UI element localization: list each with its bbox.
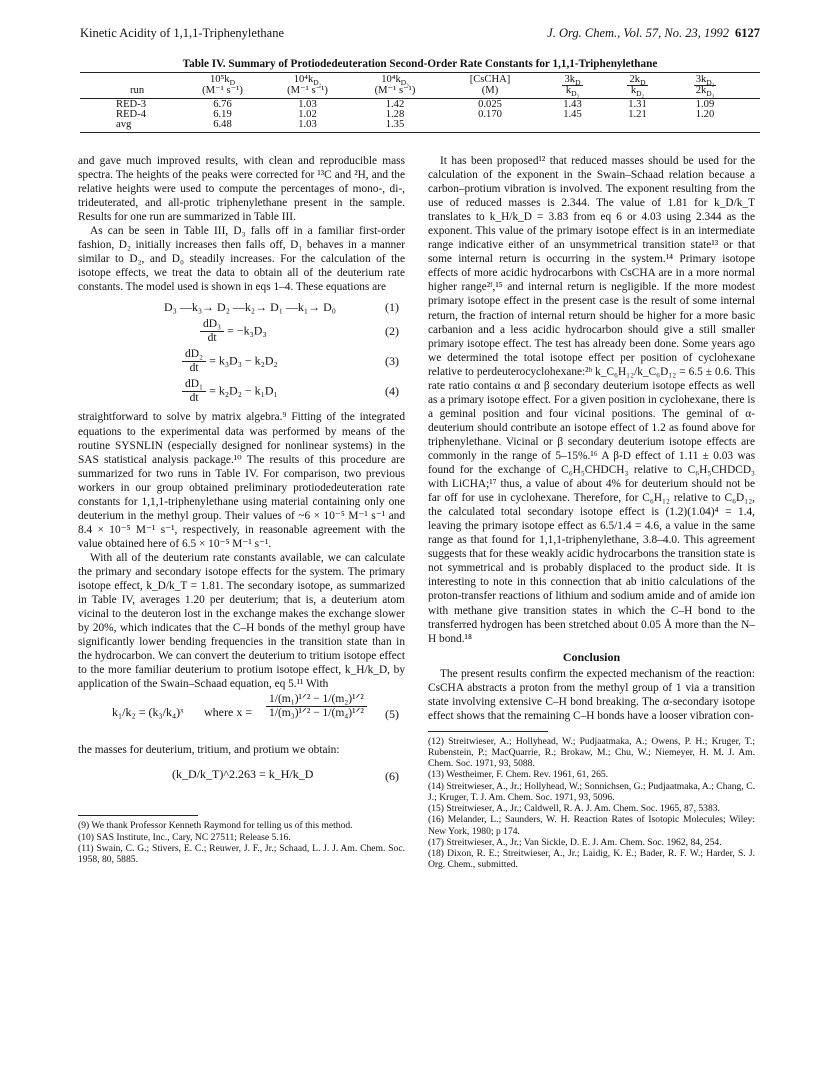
table-cell: 0.025: [478, 99, 502, 110]
table-cell: 6.19: [213, 109, 232, 120]
footnote: (11) Swain, C. G.; Stivers, E. C.; Reuwer, J. F., Jr.; Schaad, L. J. J. Am. Chem. Soc. 1958, 80, 5885.: [78, 842, 405, 866]
col-head-run: run: [130, 85, 145, 96]
footnote-rule: [428, 731, 548, 732]
table-cell: [670, 120, 740, 130]
paragraph: It has been proposed¹² that reduced masses should be used for the calculation of the exponent in the Swain–Schaad relation because a carbon–protium vibration is involved. The exponent resulting from the use of reduced masses is 2.344. The value of 1.81 for k_D/k_T translates to k_H/k_D = 3.83 from eq 6 or 4.03 using 2.344 as the exponent. This value of the primary isotope effect is in an intermediate range indicative either of an unsymmetrical transition state¹³ or that some internal return is occurring in the system.¹⁴ Primary isotope effects of more acidic hydrocarbons with CsCHA are in a more normal higher range²ᶠ,¹⁵ and internal return is negligible. If the more modest primary isotope effect in the present case is the result of some internal return, the fraction of internal return should be higher for a more basic carbanion and a less acidic hydrocarbon should give a still smaller primary isotope effect. The test has already been done. Some years ago we determined the total isotope effect per position of cyclohexane relative to perdeuterocyclohexane:²ᵇ k_C₆H₁₂/k_C₆D₁₂ = 6.5 ± 0.6. This rate ratio contains α and β secondary deuterium isotope effects as well as a primary isotope effect. For a given position in cyclohexane, there is a geminal position and four vicinal positions. The geminal of α-deuterium should contribute an isotope effect of 1.2 as found above for triphenylethane. Vicinal or β secondary deuterium isotope effects are commonly in the range of 5–15%.¹⁶ A β-D effect of 1.11 ± 0.03 was found for the exchange of C₆H₅CHDCH₃ relative to C₆H₅CHDCD₃ with LiCHA;¹⁷ thus, a value of about 4% for deuterium should not be far off for use in cyclohexane. Therefore, for C₆H₁₂ relative to C₆D₁₂, the calculated total secondary isotope effect is (1.2)(1.04)⁴ = 1.4, leaving the primary isotope effect as 6.5/1.4 = 4.6, a value in the same range as that found for 1,1,1-triphenylethane, 3.8–4.0. This agreement suggests that for these weakly acidic hydrocarbons the transition state is not symmetrical and is probably displaced to the product side. It is interesting to note in this connection that ab initio calculations of the proton-transfer reactions of lithium and sodium amide and of amide ion with methane give transition states in which the C–H bond to the transferred hydrogen has been stretched about 0.05 Å more than the N–H bond.¹⁸: [428, 155, 755, 645]
table-cell: 1.03: [298, 99, 317, 110]
col-den-7: $2k_{D_3}$: [695, 85, 715, 99]
table-cell: 1.35: [385, 119, 405, 130]
running-header: [80, 26, 760, 44]
footnote-rule: [78, 815, 198, 816]
footnote: (13) Westheimer, F. Chem. Rev. 1961, 61, 265.: [428, 769, 609, 781]
equation-1: D₃ —k₃→ D₂ —k₂→ D₁ —k₁→ D₀ (1): [164, 300, 399, 315]
footnote: (14) Streitwieser, A., Jr.; Hollyhead, W.; Sonnichsen, G.; Pudjaatmaka, A.; Chang, C. J.; Kruger, T. J. Am. Chem. Soc. 1971, 93, 5096.: [428, 780, 755, 803]
table-cell: 1.43: [563, 99, 582, 110]
equation-6: (k_D/k_T)^2.263 = k_H/k_D (6): [172, 767, 399, 784]
table-cell: [605, 120, 670, 130]
table-cell: 1.42: [385, 99, 405, 110]
equation-5: k₁/k₂ = (k₃/k₄)ˣ where x = 1/(m₁)¹ᐟ² − 1/(m₂)¹ᐟ² 1/(m₃)¹ᐟ² − 1/(m₄)¹ᐟ² (5): [112, 693, 399, 722]
paragraph: and gave much improved results, with clean and reproducible mass spectra. The heights of the peaks were corrected for ¹³C and ²H, and the relative heights were used to compute the percentages of mono-, di-, trideuterated, and all-protic triphenylethane present in the sample. Results for one run are summarized in Table III.: [78, 155, 405, 224]
col-head-6: $2k_D$: [629, 74, 646, 88]
table-cell: 1.02: [298, 109, 317, 120]
paragraph: straightforward to solve by matrix algebra.⁹ Fitting of the integrated equations to the experimental data was performed by means of the routine SYSNLIN (especially designed for nonlinear systems) in the SAS statistical analysis package.¹⁰ The results of this procedure are summarized for two runs in Table IV. For comparison, two previous workers in our group obtained preliminary protiodedeuteration rate constants for 1,1,1-triphenylethane using material containing only one deuterium in the methyl group. Their values of ~6 × 10⁻⁵ M⁻¹ s⁻¹ and 8.4 × 10⁻⁵ M⁻¹ s⁻¹, respectively, in reasonable agreement with the value obtained here of 6.5 × 10⁻⁵ M⁻¹ s⁻¹.: [78, 411, 405, 550]
journal-citation: [547, 26, 760, 41]
right-column: [428, 154, 755, 870]
table-cell: 1.09: [695, 99, 715, 110]
footnote: (15) Streitwieser, A., Jr.; Caldwell, R. A. J. Am. Chem. Soc. 1965, 87, 5383.: [428, 803, 720, 815]
table-cell: 0.170: [478, 109, 502, 120]
table-header: [80, 74, 760, 99]
table-cell: [440, 120, 540, 130]
footnotes-right: [428, 736, 755, 870]
table-cell: 1.45: [563, 109, 582, 120]
footnote: (9) We thank Professor Kenneth Raymond for telling us of this method.: [78, 820, 353, 832]
col-den-5: $k_{D_3}$: [565, 85, 580, 99]
col-head-2: $10^4k_{D_2}$: [293, 74, 322, 88]
rate-constants-table: [80, 72, 760, 133]
journal-name: J. Org. Chem., Vol. 57, No. 23, 1992: [547, 26, 729, 40]
table-title: Table IV. Summary of Protiodedeuteration Second-Order Rate Constants for 1,1,1-Triphenylethane: [182, 58, 658, 70]
table-top-rule: [80, 72, 760, 73]
footnote: (16) Melander, L.; Saunders, W. H. Reaction Rates of Isotopic Molecules; Wiley: New York, 1980; p 174.: [428, 814, 755, 837]
table-bottom-rule: [80, 132, 760, 133]
col-head-1: $10^5k_D$: [209, 74, 235, 88]
table-body: [80, 100, 760, 130]
footnote: (17) Streitwieser, A., Jr.; Van Sickle, D. E. J. Am. Chem. Soc. 1962, 84, 254.: [428, 836, 722, 848]
table-cell: 1.20: [695, 109, 715, 120]
col-head-4: [CsCHA]: [469, 74, 511, 85]
paragraph: As can be seen in Table III, D₃ falls off in a familiar first-order fashion, D₂ initially increases then falls off, D₁ behaves in a manner similar to D₂, and D₀ steadily increases. For the calculation of the isotope effects, we treat the data to obtain all of the deuterium rate constants. The model used is shown in eqs 1–4. These equations are: [78, 225, 405, 294]
paragraph: With all of the deuterium rate constants available, we can calculate the primary and secondary isotope effects for the system. The primary isotope effect, k_D/k_T = 1.81. The secondary isotope, as summarized in Table IV, averages 1.20 per deuterium; that is, a deuterium atom vicinal to the deuteron lost in the exchange makes the exchange slower by 20%, which indicates that the C–H bonds of the methyl group have significantly lower bending frequencies in the transition state than in the hydrocarbon. We can convert the deuterium to tritium isotope effect to the more familiar deuterium to protium isotope effect, k_H/k_D, by application of the Swain–Schaad equation, eq 5.¹¹ With: [78, 551, 405, 691]
col-den-6: $k_{D_2}$: [630, 85, 645, 99]
col-unit-1: (M⁻¹ s⁻¹): [202, 85, 243, 96]
table-cell: 1.31: [628, 99, 647, 110]
left-column: [78, 154, 405, 865]
table-header-rule: [80, 98, 760, 99]
col-unit-4: (M): [481, 85, 499, 96]
footnote: (12) Streitwieser, A.; Hollyhead, W.; Pudjaatmaka, A.; Owens, P. H.; Kruger, T.; Rubenstein, P.; MacQuarrie, R.; Brokaw, M.; Chu, W.; Niemeyer, H. M. J. Am. Chem. Soc. 1971, 93, 5088.: [428, 735, 755, 770]
paragraph: the masses for deuterium, tritium, and protium we obtain:: [78, 744, 340, 757]
paragraph: The present results confirm the expected mechanism of the reaction: CsCHA abstracts a proton from the methyl group of 1 via a transition state involving extensive C–H bond breaking. The α-secondary isotope effect shows that the remaining C–H bonds have a looser vibration con-: [428, 667, 755, 722]
col-head-3: $10^4k_{D_3}$: [381, 74, 409, 88]
table-cell: 1.28: [385, 109, 405, 120]
table-cell: 6.76: [213, 99, 232, 110]
footnotes-left: [78, 820, 405, 865]
table-cell: 1.21: [628, 109, 647, 120]
footnote: (18) Dixon, R. E.; Streitwieser, A., Jr.; Laidig, K. E.; Bader, R. F. W.; Harder, S. J. Org. Chem., submitted.: [428, 847, 755, 871]
table-cell: [540, 120, 605, 130]
footnote: (10) SAS Institute, Inc., Cary, NC 27511; Release 5.16.: [78, 831, 291, 843]
col-head-5: $3k_D$: [564, 74, 581, 88]
table-row-label: avg: [116, 119, 132, 130]
col-unit-3: (M⁻¹ s⁻¹): [374, 85, 416, 96]
equation-3: $\frac{\text{dD₂}}{dt}$ = k₃D₃ − k₂D₂ (3): [78, 348, 405, 378]
running-title: Kinetic Acidity of 1,1,1-Triphenylethane: [80, 26, 285, 40]
table-cell: 1.03: [298, 119, 317, 130]
table-row-label: RED-4: [116, 109, 147, 120]
section-heading: Conclusion: [562, 649, 621, 664]
equation-2: $\frac{\text{dD₃}}{dt}$ = −k₃D₃ (2): [78, 318, 405, 348]
col-unit-2: (M⁻¹ s⁻¹): [287, 85, 328, 96]
table-cell: 6.48: [213, 119, 232, 130]
col-head-7: $3k_{D_2}$: [695, 74, 715, 88]
page-number: 6127: [735, 26, 760, 40]
table-row-label: RED-3: [116, 99, 147, 110]
equation-4: $\frac{\text{dD₁}}{dt}$ = k₂D₂ − k₁D₁ (4): [78, 378, 405, 410]
